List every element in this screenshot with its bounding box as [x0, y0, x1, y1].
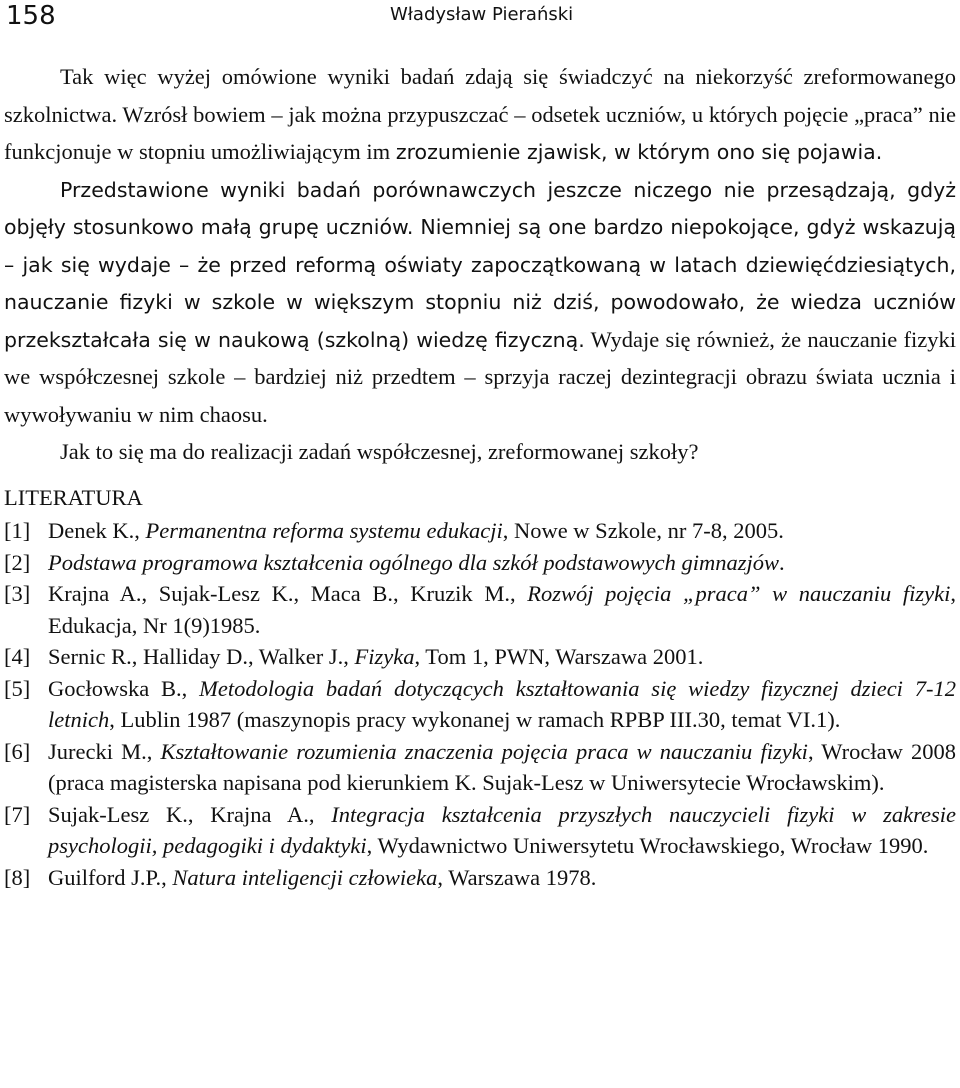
reference-title: Fizyka	[354, 644, 415, 669]
reference-item	[4, 862, 956, 894]
reference-author: Gocłowska B.,	[48, 675, 200, 701]
page-number: 158	[6, 1, 56, 31]
reference-item	[4, 673, 956, 736]
paragraph-1-text-serif: Tak więc wyżej omówione wyniki badań zdają się świadczyć na niekorzyść zreformowanego szkolnictwa. Wzrósł bowiem – jak można przypuszczać – odsetek uczniów, u których pojęcie „praca” nie funkcjonuje w stopniu umożliwiającym im	[4, 64, 956, 164]
reference-details: , Nowe w Szkole, nr 7-8, 2005.	[502, 518, 784, 543]
reference-number: [1]	[4, 518, 31, 543]
reference-item	[4, 641, 956, 673]
literature-heading: LITERATURA	[4, 484, 143, 510]
reference-number: [8]	[4, 864, 31, 890]
reference-author: Sujak-Lesz K., Krajna A.,	[48, 801, 332, 827]
paragraph-2-text-serif: Wydaje się również, że nauczanie fizyki we współczesnej szkole – bardziej niż przedtem – sprzyja raczej dezintegracji obrazu świata ucznia i wywoływaniu w nim chaosu.	[4, 326, 956, 427]
reference-item	[4, 799, 956, 862]
document-body	[4, 60, 956, 893]
reference-title: Metodologia badań dotyczących kształtowania się wiedzy fizycznej dzieci 7-12 letnich	[48, 675, 956, 732]
paragraph-3-text: Jak to się ma do realizacji zadań współczesnej, zreformowanej szkoły?	[60, 439, 699, 464]
reference-title: Natura inteligencji człowieka	[172, 864, 438, 890]
reference-list	[4, 515, 956, 893]
reference-number: [4]	[4, 644, 31, 669]
reference-number: [7]	[4, 801, 31, 827]
reference-title: Rozwój pojęcia „praca” w nauczaniu fizyki	[527, 581, 951, 606]
page-header	[0, 0, 960, 34]
reference-number: [3]	[4, 581, 31, 606]
reference-number: [5]	[4, 675, 31, 701]
paragraph-2-text-sans: Przedstawione wyniki badań porównawczych jeszcze niczego nie przesądzają, gdyż objęły stosunkowo małą grupę uczniów. Niemniej są one bardzo niepokojące, gdyż wskazują – jak się wydaje – że przed reformą oświaty zapoczątkowaną w latach dziewięćdziesiątych, nauczanie fizyki w szkole w większym stopniu niż dziś, powodowało, że wiedza uczniów przekształcała się w naukową (szkolną) wiedzę fizyczną.	[4, 177, 956, 352]
reference-author: Sernic R., Halliday D., Walker J.,	[48, 644, 355, 669]
reference-details: , Wrocław 2008 (praca magisterska napisana pod kierunkiem K. Sujak-Lesz w Uniwersytecie Wrocławskim).	[48, 738, 957, 795]
reference-details: , Tom 1, PWN, Warszawa 2001.	[414, 644, 704, 669]
paragraph-1-text-sans: zrozumienie zjawisk, w którym ono się pojawia.	[395, 140, 883, 164]
reference-item	[4, 736, 956, 799]
reference-number: [6]	[4, 738, 31, 764]
reference-details: .	[779, 549, 785, 575]
reference-author: Krajna A., Sujak-Lesz K., Maca B., Kruzik M.,	[48, 581, 528, 606]
reference-item	[4, 515, 956, 547]
reference-details: , Warszawa 1978.	[437, 864, 597, 890]
reference-details: , Wydawnictwo Uniwersytetu Wrocławskiego, Wrocław 1990.	[366, 833, 929, 858]
reference-author: Guilford J.P.,	[48, 864, 173, 890]
reference-details: , Edukacja, Nr 1(9)1985.	[48, 581, 956, 638]
reference-item	[4, 547, 956, 579]
reference-author: Jurecki M.,	[48, 738, 161, 764]
reference-title: Podstawa programowa kształcenia ogólnego dla szkół podstawowych gimnazjów	[48, 549, 780, 575]
reference-title: Permanentna reforma systemu edukacji	[145, 518, 503, 543]
paragraph-2	[4, 173, 956, 436]
reference-author: Denek K.,	[48, 518, 146, 543]
running-head-author: Władysław Pierański	[390, 4, 574, 25]
reference-details: , Lublin 1987 (maszynopis pracy wykonanej w ramach RPBP III.30, temat VI.1).	[109, 707, 841, 732]
paragraph-1	[4, 60, 956, 173]
reference-title: Kształtowanie rozumienia znaczenia pojęcia praca w nauczaniu fizyki	[160, 738, 808, 764]
paragraph-3	[4, 435, 956, 473]
reference-number: [2]	[4, 549, 31, 575]
reference-title: Integracja kształcenia przyszłych nauczycieli fizyki w zakresie psychologii, pedagogiki i dydaktyki	[48, 801, 956, 858]
reference-item	[4, 578, 956, 641]
